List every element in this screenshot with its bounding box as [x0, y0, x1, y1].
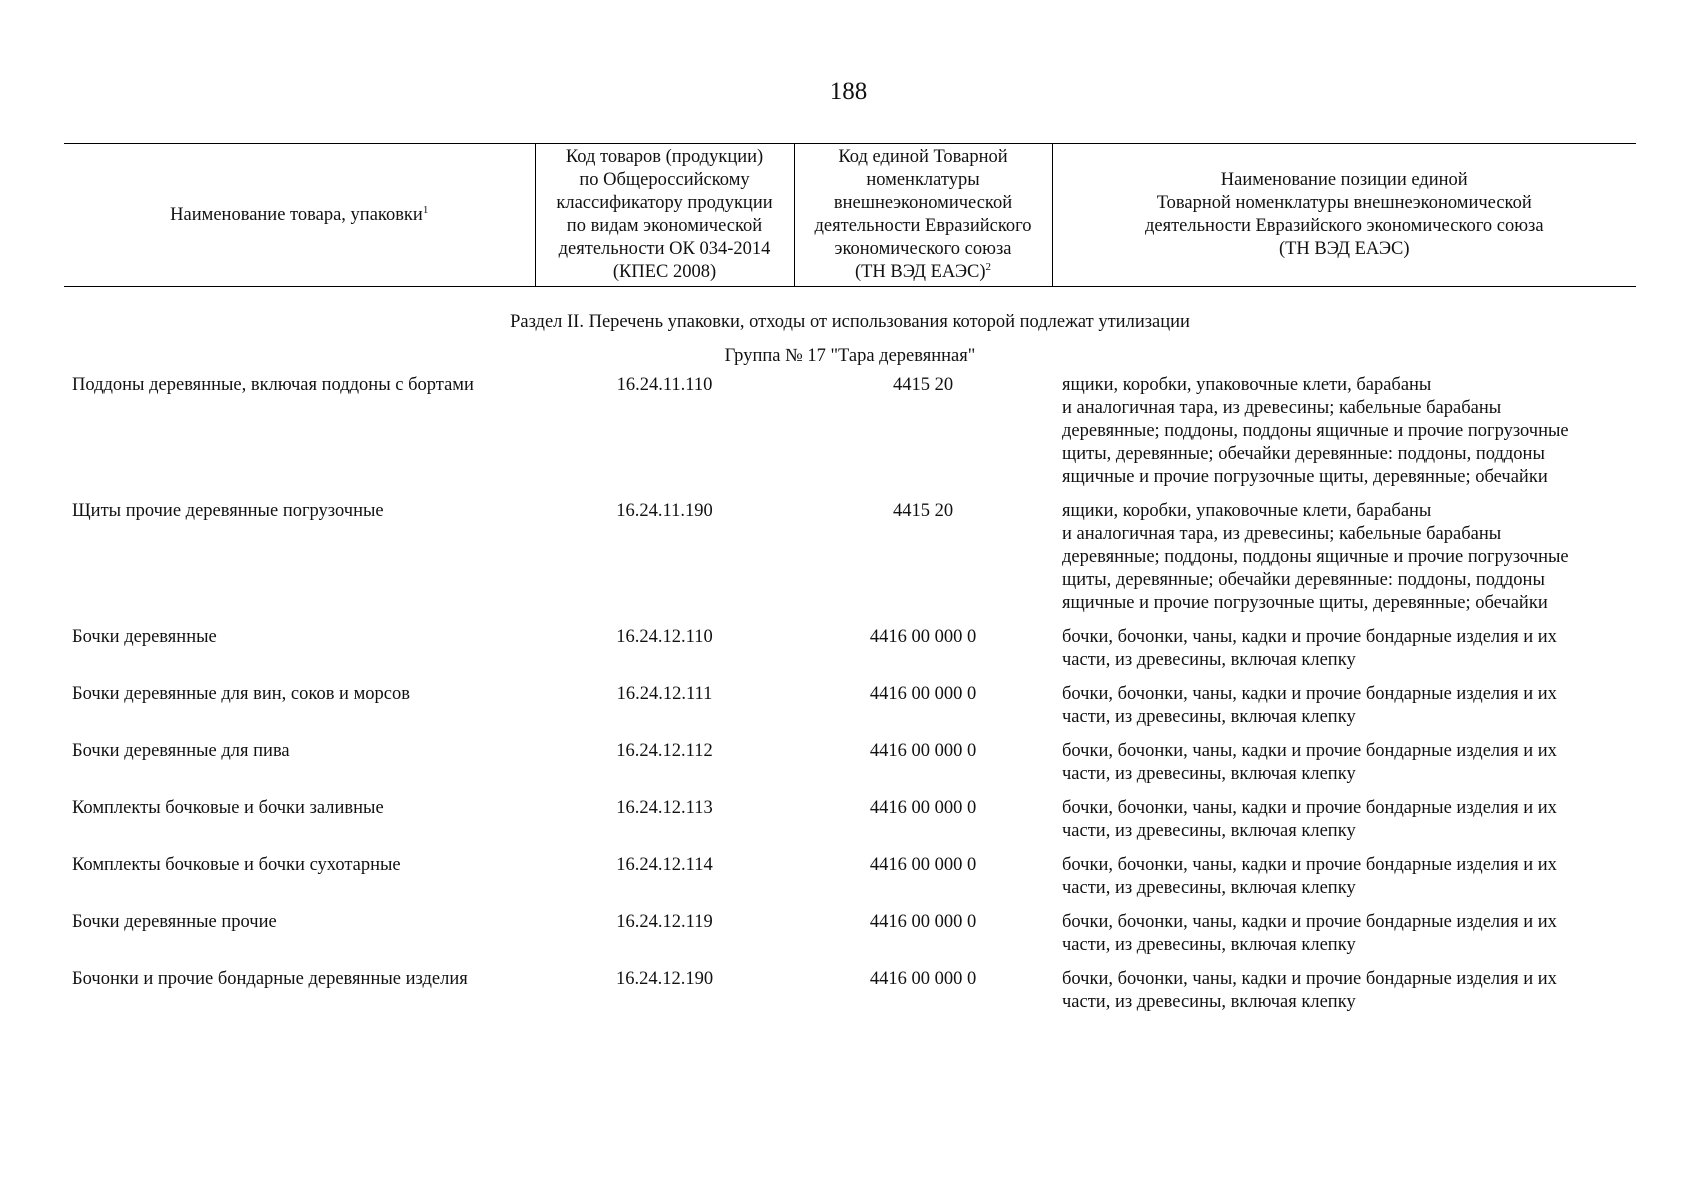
cell-name: Бочки деревянные прочие: [72, 912, 277, 932]
header-tnved-last-line: [799, 261, 1048, 284]
cell-name: Поддоны деревянные, включая поддоны с бортами: [72, 375, 474, 395]
text-line: по видам экономической: [566, 216, 763, 236]
table-row: [64, 909, 1636, 966]
packaging-table: [64, 143, 1636, 1023]
text-line: деятельности Евразийского экономического союза: [1144, 216, 1544, 236]
table-row: [64, 372, 1636, 498]
text-line: по Общероссийскому: [579, 170, 750, 190]
cell-position-name: [1052, 681, 1636, 738]
header-tnved: [794, 144, 1052, 287]
table-row: [64, 795, 1636, 852]
text-line: деятельности Евразийского: [814, 216, 1032, 236]
cell-position-name: [1052, 795, 1636, 852]
text-line: ящичные и прочие погрузочные щиты, деревянные; обечайки: [1062, 593, 1548, 613]
header-tnved-abbr: (ТН ВЭД ЕАЭС): [854, 262, 986, 282]
cell-position-name: [1052, 624, 1636, 681]
text-line: (КПЕС 2008): [612, 262, 717, 282]
text-line: части, из древесины, включая клепку: [1062, 821, 1356, 841]
text-line: деревянные; поддоны, поддоны ящичные и прочие погрузочные: [1062, 421, 1569, 441]
cell-tnved-code: 4416 00 000 0: [869, 855, 977, 875]
table-row: [64, 738, 1636, 795]
header-name: [64, 144, 535, 287]
table-row: [64, 498, 1636, 624]
text-line: и аналогичная тара, из древесины; кабельные барабаны: [1062, 524, 1502, 544]
cell-name: Бочонки и прочие бондарные деревянные изделия: [72, 969, 468, 989]
cell-name: Бочки деревянные для пива: [72, 741, 290, 761]
cell-okpd-code: 16.24.12.113: [616, 798, 713, 818]
text-line: ящичные и прочие погрузочные щиты, деревянные; обечайки: [1062, 467, 1548, 487]
text-line: щиты, деревянные; обечайки деревянные: поддоны, поддоны: [1062, 570, 1545, 590]
text-line: части, из древесины, включая клепку: [1062, 992, 1356, 1012]
header-tnved-lines: [799, 146, 1048, 261]
table-row: [64, 681, 1636, 738]
text-line: бочки, бочонки, чаны, кадки и прочие бондарные изделия и их: [1062, 741, 1557, 761]
cell-name: Бочки деревянные для вин, соков и морсов: [72, 684, 410, 704]
text-line: бочки, бочонки, чаны, кадки и прочие бондарные изделия и их: [1062, 855, 1557, 875]
cell-okpd-code: 16.24.11.190: [616, 501, 713, 521]
cell-tnved-code: 4416 00 000 0: [869, 741, 977, 761]
group-title: Группа № 17 "Тара деревянная": [724, 346, 976, 366]
text-line: Товарной номенклатуры внешнеэкономической: [1156, 193, 1532, 213]
table-header-row: [64, 144, 1636, 287]
cell-position-name: [1052, 498, 1636, 624]
cell-tnved-code: 4416 00 000 0: [869, 912, 977, 932]
cell-name: Бочки деревянные: [72, 627, 217, 647]
text-line: части, из древесины, включая клепку: [1062, 650, 1356, 670]
cell-tnved-code: 4416 00 000 0: [869, 798, 977, 818]
text-line: номенклатуры: [866, 170, 980, 190]
header-name-text: Наименование товара, упаковки: [170, 204, 423, 225]
cell-name: Щиты прочие деревянные погрузочные: [72, 501, 384, 521]
section-row: [64, 287, 1636, 341]
text-line: части, из древесины, включая клепку: [1062, 707, 1356, 727]
text-line: бочки, бочонки, чаны, кадки и прочие бондарные изделия и их: [1062, 912, 1557, 932]
cell-tnved-code: 4415 20: [892, 375, 954, 395]
text-line: бочки, бочонки, чаны, кадки и прочие бондарные изделия и их: [1062, 627, 1557, 647]
text-line: бочки, бочонки, чаны, кадки и прочие бондарные изделия и их: [1062, 969, 1557, 989]
cell-name: Комплекты бочковые и бочки сухотарные: [72, 855, 401, 875]
table-row: [64, 624, 1636, 681]
text-line: части, из древесины, включая клепку: [1062, 935, 1356, 955]
cell-okpd-code: 16.24.12.111: [616, 684, 713, 704]
cell-okpd-code: 16.24.12.119: [616, 912, 713, 932]
footnote-mark: 2: [985, 260, 992, 273]
text-line: ящики, коробки, упаковочные клети, барабаны: [1062, 375, 1432, 395]
footnote-mark: 1: [422, 203, 429, 216]
cell-okpd-code: 16.24.12.190: [615, 969, 714, 989]
text-line: щиты, деревянные; обечайки деревянные: поддоны, поддоны: [1062, 444, 1545, 464]
text-line: и аналогичная тара, из древесины; кабельные барабаны: [1062, 398, 1502, 418]
header-position: [1052, 144, 1636, 287]
text-line: классификатору продукции: [556, 193, 773, 213]
text-line: деревянные; поддоны, поддоны ящичные и прочие погрузочные: [1062, 547, 1569, 567]
cell-position-name: [1052, 852, 1636, 909]
text-line: бочки, бочонки, чаны, кадки и прочие бондарные изделия и их: [1062, 684, 1557, 704]
text-line: Код единой Товарной: [838, 147, 1008, 167]
cell-name: Комплекты бочковые и бочки заливные: [72, 798, 384, 818]
section-title: Раздел II. Перечень упаковки, отходы от использования которой подлежат утилизации: [510, 312, 1190, 332]
text-line: (ТН ВЭД ЕАЭС): [1278, 239, 1410, 259]
group-row: [64, 340, 1636, 372]
header-okpd: [535, 144, 794, 287]
cell-okpd-code: 16.24.12.112: [616, 741, 713, 761]
text-line: ящики, коробки, упаковочные клети, барабаны: [1062, 501, 1432, 521]
cell-okpd-code: 16.24.12.114: [616, 855, 713, 875]
page-number: 188: [829, 78, 868, 105]
text-line: части, из древесины, включая клепку: [1062, 764, 1356, 784]
text-line: бочки, бочонки, чаны, кадки и прочие бондарные изделия и их: [1062, 798, 1557, 818]
cell-tnved-code: 4416 00 000 0: [869, 969, 977, 989]
cell-tnved-code: 4416 00 000 0: [869, 627, 977, 647]
cell-tnved-code: 4415 20: [892, 501, 954, 521]
text-line: Наименование позиции единой: [1220, 170, 1468, 190]
cell-okpd-code: 16.24.12.110: [616, 627, 713, 647]
cell-position-name: [1052, 738, 1636, 795]
text-line: внешнеэкономической: [833, 193, 1013, 213]
cell-position-name: [1052, 966, 1636, 1023]
cell-okpd-code: 16.24.11.110: [616, 375, 713, 395]
text-line: части, из древесины, включая клепку: [1062, 878, 1356, 898]
cell-position-name: [1052, 372, 1636, 498]
text-line: деятельности ОК 034-2014: [558, 239, 771, 259]
text-line: Код товаров (продукции): [565, 147, 764, 167]
text-line: экономического союза: [834, 239, 1012, 259]
table-row: [64, 966, 1636, 1023]
table-row: [64, 852, 1636, 909]
cell-tnved-code: 4416 00 000 0: [869, 684, 977, 704]
cell-position-name: [1052, 909, 1636, 966]
